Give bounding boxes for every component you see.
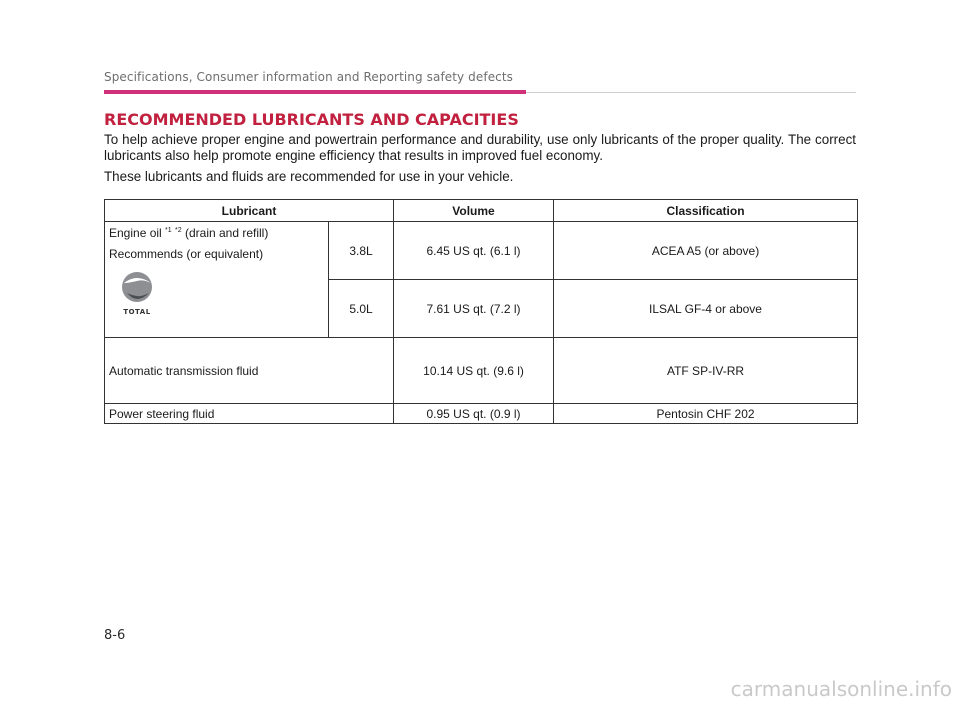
watermark: carmanualsonline.info (730, 677, 952, 701)
header-rule (526, 92, 856, 93)
recommends-label: Recommends (or equivalent) (109, 247, 264, 261)
classification-cell: ATF SP-IV-RR (554, 338, 858, 404)
classification-cell: Pentosin CHF 202 (554, 404, 858, 424)
header-lubricant: Lubricant (105, 200, 394, 222)
recommendation-paragraph: These lubricants and fluids are recommended for use in your vehicle. (104, 169, 514, 184)
volume-cell: 6.45 US qt. (6.1 l) (394, 222, 554, 280)
classification-cell: ILSAL GF-4 or above (554, 280, 858, 338)
lubricants-table (104, 199, 858, 424)
table-row (105, 338, 858, 404)
table-header-row (105, 200, 858, 222)
page-number: 8-6 (104, 628, 126, 643)
lubricant-cell: Automatic transmission fluid (105, 338, 394, 404)
volume-cell: 0.95 US qt. (0.9 l) (394, 404, 554, 424)
table-row (105, 404, 858, 424)
header-volume: Volume (394, 200, 554, 222)
volume-cell: 7.61 US qt. (7.2 l) (394, 280, 554, 338)
table-row (105, 222, 858, 280)
header-accent-bar (104, 90, 526, 94)
header-classification: Classification (554, 200, 858, 222)
engine-oil-cell (105, 222, 329, 338)
section-title: RECOMMENDED LUBRICANTS AND CAPACITIES (104, 110, 519, 129)
running-head: Specifications, Consumer information and Reporting safety defects (104, 70, 514, 84)
svg-text:TOTAL: TOTAL (123, 308, 151, 316)
engine-size-cell: 3.8L (329, 222, 394, 280)
lubricant-cell: Power steering fluid (105, 404, 394, 424)
classification-cell: ACEA A5 (or above) (554, 222, 858, 280)
engine-size-cell: 5.0L (329, 280, 394, 338)
intro-paragraph: To help achieve proper engine and powertrain performance and durability, use only lubricants of the proper quality. The correct lubricants also help promote engine efficiency that results in improved fuel economy. (104, 132, 856, 163)
volume-cell: 10.14 US qt. (9.6 l) (394, 338, 554, 404)
engine-oil-label: Engine oil $^{*1}$ $^{*2}$ (drain and refill) (109, 226, 269, 240)
total-logo-icon (115, 269, 159, 317)
